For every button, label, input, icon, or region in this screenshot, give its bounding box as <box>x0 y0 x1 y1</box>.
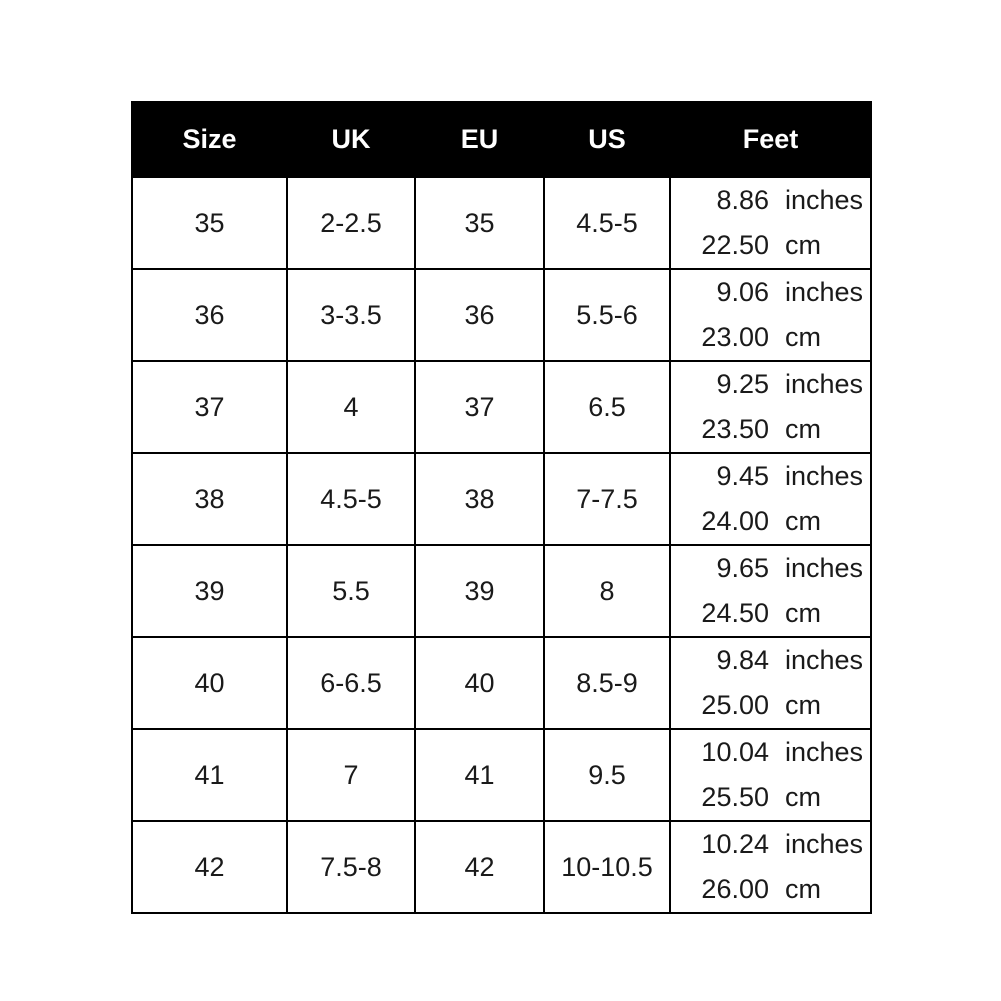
table-body <box>132 177 871 913</box>
inches-unit: inches <box>785 553 864 583</box>
feet-inches-line <box>671 178 870 223</box>
cm-value: 25.50 <box>701 782 769 812</box>
uk-cell: 5.5 <box>287 545 415 637</box>
size-cell: 40 <box>132 637 287 729</box>
cm-value: 22.50 <box>701 230 769 260</box>
feet-cm-line <box>671 591 870 636</box>
size-cell: 37 <box>132 361 287 453</box>
eu-cell: 42 <box>415 821 544 913</box>
eu-cell: 41 <box>415 729 544 821</box>
cm-value: 24.50 <box>701 598 769 628</box>
uk-cell: 7 <box>287 729 415 821</box>
feet-cell <box>670 729 871 821</box>
feet-inches-line <box>671 362 870 407</box>
inches-value: 8.86 <box>716 185 769 215</box>
cm-unit: cm <box>785 598 821 628</box>
eu-cell: 38 <box>415 453 544 545</box>
cm-unit: cm <box>785 874 821 904</box>
feet-inches-line <box>671 730 870 775</box>
header-row <box>132 102 871 177</box>
feet-cell <box>670 269 871 361</box>
header-feet: Feet <box>670 102 871 177</box>
cm-value: 26.00 <box>701 874 769 904</box>
header-uk: UK <box>287 102 415 177</box>
cm-value: 25.00 <box>701 690 769 720</box>
feet-cell <box>670 177 871 269</box>
us-cell: 6.5 <box>544 361 670 453</box>
table-row <box>132 361 871 453</box>
table-row <box>132 821 871 913</box>
feet-cm-line <box>671 683 870 728</box>
inches-value: 9.25 <box>716 369 769 399</box>
us-cell: 10-10.5 <box>544 821 670 913</box>
cm-value: 24.00 <box>701 506 769 536</box>
feet-cell <box>670 821 871 913</box>
table-row <box>132 637 871 729</box>
feet-cm-line <box>671 223 870 268</box>
inches-unit: inches <box>785 645 864 675</box>
size-cell: 38 <box>132 453 287 545</box>
inches-value: 9.45 <box>716 461 769 491</box>
feet-cell <box>670 453 871 545</box>
inches-unit: inches <box>785 277 864 307</box>
size-cell: 42 <box>132 821 287 913</box>
table-row <box>132 177 871 269</box>
cm-unit: cm <box>785 690 821 720</box>
inches-unit: inches <box>785 369 864 399</box>
eu-cell: 39 <box>415 545 544 637</box>
inches-value: 9.84 <box>716 645 769 675</box>
uk-cell: 2-2.5 <box>287 177 415 269</box>
feet-cell <box>670 361 871 453</box>
size-cell: 35 <box>132 177 287 269</box>
size-cell: 36 <box>132 269 287 361</box>
table-row <box>132 453 871 545</box>
us-cell: 4.5-5 <box>544 177 670 269</box>
uk-cell: 7.5-8 <box>287 821 415 913</box>
feet-cell <box>670 545 871 637</box>
size-cell: 41 <box>132 729 287 821</box>
us-cell: 8 <box>544 545 670 637</box>
table-row <box>132 729 871 821</box>
cm-unit: cm <box>785 506 821 536</box>
cm-value: 23.50 <box>701 414 769 444</box>
header-eu: EU <box>415 102 544 177</box>
cm-value: 23.00 <box>701 322 769 352</box>
uk-cell: 4.5-5 <box>287 453 415 545</box>
feet-cm-line <box>671 867 870 912</box>
eu-cell: 37 <box>415 361 544 453</box>
table-header <box>132 102 871 177</box>
cm-unit: cm <box>785 414 821 444</box>
eu-cell: 35 <box>415 177 544 269</box>
inches-value: 10.04 <box>701 737 769 767</box>
us-cell: 8.5-9 <box>544 637 670 729</box>
feet-inches-line <box>671 546 870 591</box>
cm-unit: cm <box>785 322 821 352</box>
feet-cell <box>670 637 871 729</box>
feet-inches-line <box>671 822 870 867</box>
inches-value: 9.06 <box>716 277 769 307</box>
feet-cm-line <box>671 407 870 452</box>
inches-unit: inches <box>785 185 864 215</box>
table-row <box>132 269 871 361</box>
inches-value: 10.24 <box>701 829 769 859</box>
us-cell: 7-7.5 <box>544 453 670 545</box>
eu-cell: 36 <box>415 269 544 361</box>
uk-cell: 6-6.5 <box>287 637 415 729</box>
feet-inches-line <box>671 638 870 683</box>
feet-cm-line <box>671 775 870 820</box>
size-cell: 39 <box>132 545 287 637</box>
cm-unit: cm <box>785 230 821 260</box>
feet-cm-line <box>671 315 870 360</box>
inches-unit: inches <box>785 737 864 767</box>
inches-unit: inches <box>785 829 864 859</box>
cm-unit: cm <box>785 782 821 812</box>
us-cell: 9.5 <box>544 729 670 821</box>
uk-cell: 4 <box>287 361 415 453</box>
table-row <box>132 545 871 637</box>
inches-unit: inches <box>785 461 864 491</box>
us-cell: 5.5-6 <box>544 269 670 361</box>
feet-inches-line <box>671 454 870 499</box>
header-us: US <box>544 102 670 177</box>
uk-cell: 3-3.5 <box>287 269 415 361</box>
inches-value: 9.65 <box>716 553 769 583</box>
size-chart-table <box>131 101 872 914</box>
eu-cell: 40 <box>415 637 544 729</box>
feet-cm-line <box>671 499 870 544</box>
feet-inches-line <box>671 270 870 315</box>
header-size: Size <box>132 102 287 177</box>
